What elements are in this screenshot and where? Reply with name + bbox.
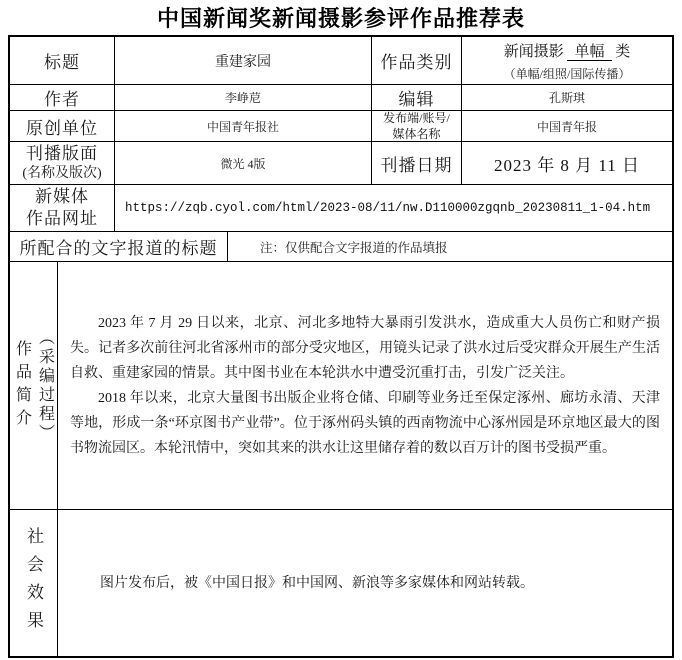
text-report-note: 注：仅供配合文字报道的作品填报: [260, 240, 448, 255]
work-intro-paragraph-1: 2023 年 7 月 29 日以来，北京、河北多地特大暴雨引发洪水，造成重大人员伤亡和财产损失。记者多次前往河北省涿州市的部分受灾地区，用镜头记录了洪水过后受灾群众开展生产生活自救、重建家园的情景。其中图书业在本轮洪水中遭受沉重打击，引发广泛关注。: [70, 315, 660, 381]
category-prefix: 新闻摄影: [503, 43, 564, 60]
social-effect-content: [58, 510, 672, 656]
url-label-line2: 作品网址: [26, 209, 98, 228]
category-value-cell: [462, 37, 672, 84]
page-value: 微光 4版: [115, 142, 372, 184]
row-page-date: [10, 142, 672, 185]
category-options-note: （单幅/组照/国际传播）: [503, 66, 631, 81]
editor-label: 编辑: [372, 85, 462, 110]
channel-label-line2: 媒体名称: [392, 127, 441, 141]
org-value: 中国青年报社: [115, 111, 372, 141]
row-text-report: [10, 232, 672, 262]
social-effect-label: 社会效果: [24, 527, 43, 639]
text-report-label: 所配合的文字报道的标题: [10, 232, 228, 261]
category-label: 作品类别: [372, 37, 462, 84]
editor-value: 孔斯琪: [548, 91, 585, 105]
text-report-note-cell: [228, 232, 672, 261]
social-effect-text: 图片发布后，被《中国日报》和中国网、新浪等多家媒体和网站转载。: [100, 575, 534, 591]
row-author-editor: [10, 85, 672, 111]
row-title-category: [10, 37, 672, 85]
url-label-line1: 新媒体: [35, 186, 89, 206]
category-selected: 单幅: [567, 44, 611, 61]
title-value: 重建家园: [115, 37, 372, 84]
row-work-intro: [10, 262, 672, 510]
category-line: [504, 40, 631, 61]
date-label: 刊播日期: [372, 142, 462, 184]
category-suffix: 类: [615, 43, 631, 60]
url-value-cell: [115, 185, 672, 231]
work-intro-label: [10, 262, 58, 509]
date-value: 2023 年 8 月 11 日: [493, 155, 641, 175]
page-label-line2: (名称及版次): [22, 165, 102, 181]
work-intro-content: [58, 262, 672, 509]
row-social-effect: [10, 510, 672, 656]
channel-label: [372, 111, 462, 141]
title-label: 标题: [10, 37, 115, 84]
work-intro-label-annotation: （采编过程）: [36, 328, 54, 443]
work-intro-paragraph-2: 2018 年以来，北京大量图书出版企业将仓储、印刷等业务迁至保定涿州、廊坊永清、天津等地，形成一条“环京图书产业带”。位于涿州码头镇的西南物流中心涿州园是环京地区最大的图书物流园区。本轮汛情中，突如其来的洪水让这里储存着的数以百万计的图书受损严重。: [70, 390, 660, 456]
channel-label-line1: 发布端/账号/: [383, 111, 450, 125]
row-url: [10, 185, 672, 232]
social-effect-label-cell: [10, 510, 58, 656]
author-value: 李峥苨: [115, 85, 372, 110]
org-label: 原创单位: [10, 111, 115, 141]
page-label-line1: 刊播版面: [26, 143, 98, 163]
page-title: 中国新闻奖新闻摄影参评作品推荐表: [156, 6, 525, 31]
channel-value: 中国青年报: [536, 119, 597, 134]
work-intro-label-main: 作品简介: [13, 339, 31, 432]
url-label: [10, 185, 115, 231]
url-value: https://zqb.cyol.com/html/2023-08/11/nw.D110000zgqnb_20230811_1-04.htm: [125, 201, 651, 215]
page-label: [10, 142, 115, 184]
row-org-channel: [10, 111, 672, 142]
author-label: 作者: [10, 85, 115, 110]
recommendation-form-table: [8, 35, 674, 658]
